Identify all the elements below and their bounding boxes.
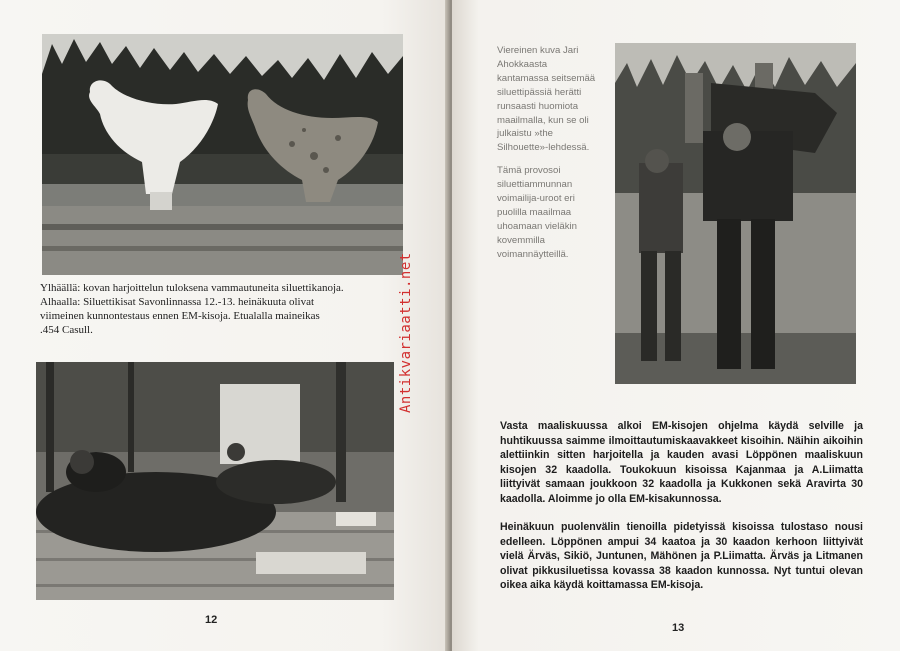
- body-paragraph-text: Heinäkuun puolenvälin tienoilla pidetyissä kisoissa tulostaso nousi edelleen. Löppönen ampui 34 kaatoa ja 30 kaadon kerhoon liittyivät vielä Ärväs, Sikiö, Juntunen, Mähönen ja P.Liimatta. Ärväs ja Litmanen olivat pikkusiluetissa kovassa 38 kaadon kunnossa. Nyt tuntui olevan oikea aika käydä koittamassa EM-kisoja.: [500, 521, 863, 592]
- man-carrying-targets-illustration: [615, 43, 856, 384]
- body-paragraph-2: [500, 520, 863, 593]
- page-number-left: 12: [205, 614, 218, 626]
- man-carrying-targets-photo: [615, 43, 856, 384]
- watermark-text: Antikvariaatti.net: [398, 252, 414, 413]
- side-paragraph: Viereinen kuva Jari Ahokkaasta kantamassa seitsemää siluettipässiä herätti runsaasti huomiota maailmalla, kun se oli julkaistu »the Silhouette»-lehdessä.: [497, 45, 596, 154]
- side-paragraph: Tämä provosoi siluettiammunnan voimailija-uroot eri puolilla maailmaa uhoamaan vieläkin kovemmilla voimannäytteillä.: [497, 165, 578, 260]
- chicken-silhouette-targets-photo: [42, 34, 403, 275]
- side-column-text: [497, 44, 599, 271]
- competition-shooters-photo: [36, 362, 394, 600]
- caption-line: viimeinen kunnontestaus ennen EM-kisoja. Etualalla maineikas: [40, 310, 320, 322]
- photo-caption: [40, 281, 398, 337]
- caption-line: .454 Casull.: [40, 324, 93, 336]
- chicken-targets-illustration: [42, 34, 403, 275]
- shooters-illustration: [36, 362, 394, 600]
- caption-line: Ylhäällä: kovan harjoittelun tuloksena vammautuneita siluettikanoja.: [40, 282, 344, 294]
- caption-line: Alhaalla: Siluettikisat Savonlinnassa 12.-13. heinäkuuta olivat: [40, 296, 315, 308]
- body-paragraph-text: Vasta maaliskuussa alkoi EM-kisojen ohjelma käydä selville ja huhtikuussa saimme ilmoittautumiskaavakkeet kisoihin. Näihin aikoihin alettiinkin sitten harjoitella ja kauden avasi Löppönen maaliskuun kisojen 32 kaadolla. Toukokuun kisoissa Kajanmaa ja A.Liimatta liittyivät samaan joukkoon 32 kaadolla ja Kukkonen sekä Aravirta 30 kaadolla. Aloimme jo olla EM-kisakunnossa.: [500, 420, 863, 505]
- body-paragraph-1: [500, 419, 863, 507]
- watermark: [395, 245, 415, 415]
- page-number-right: 13: [672, 622, 685, 634]
